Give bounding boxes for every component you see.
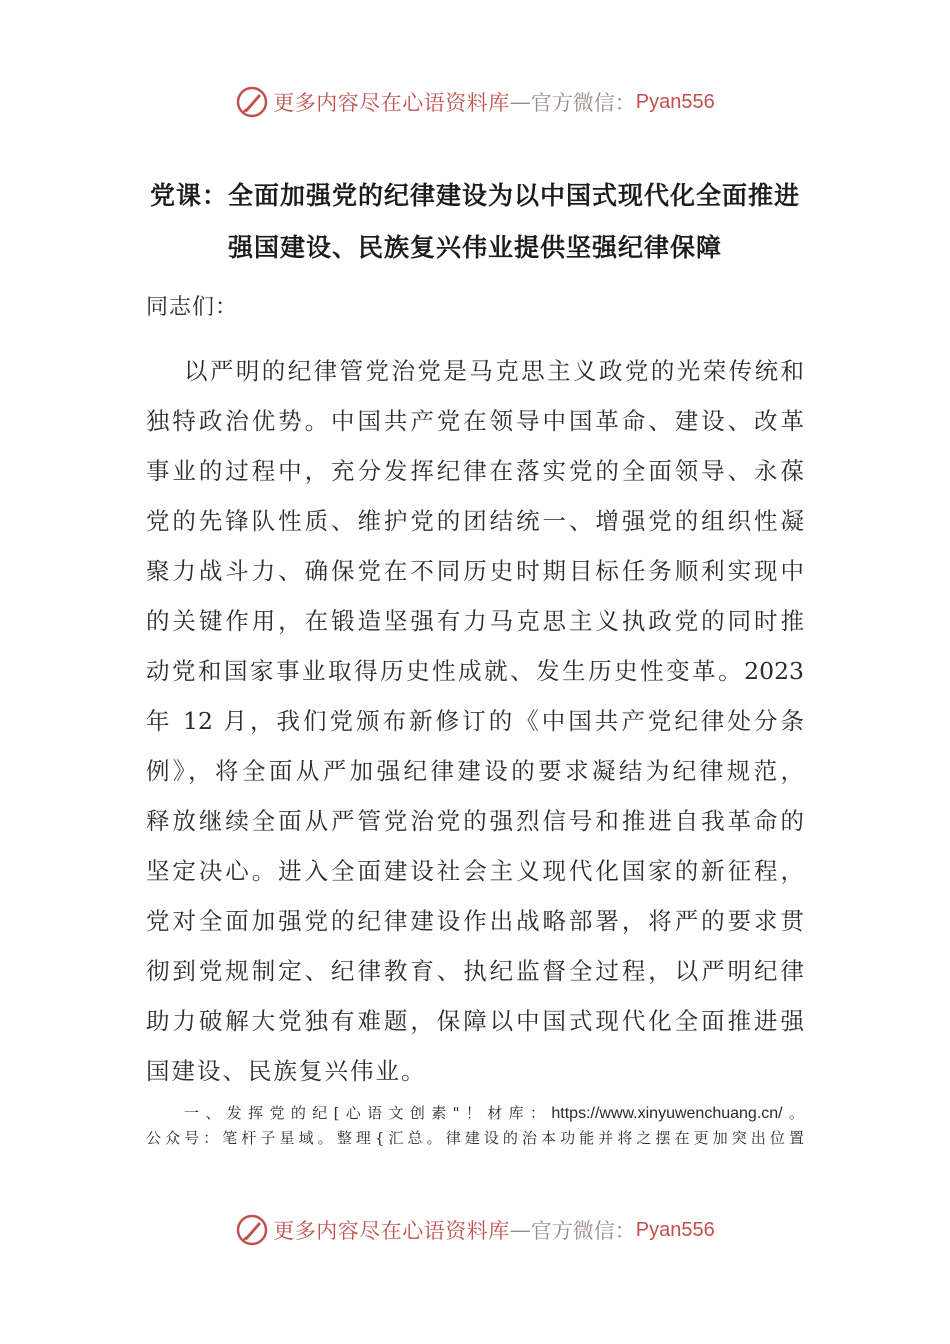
document-title-line-2: 强国建设、民族复兴伟业提供坚强纪律保障 bbox=[227, 233, 722, 262]
banner-wechat-label: 官方微信： bbox=[530, 1219, 636, 1243]
body-line: 释放继续全面从严管党治党的强烈信号和推进自我革命的 bbox=[146, 807, 804, 835]
body-line: 动党和国家事业取得历史性成就、发生历史性变革。2023 bbox=[146, 657, 804, 685]
footnote-line-1 bbox=[184, 1102, 804, 1123]
banner-dash: — bbox=[509, 90, 531, 114]
body-line: 党的先锋队性质、维护党的团结统一、增强党的组织性凝 bbox=[146, 507, 804, 535]
body-line: 独特政治优势。中国共产党在领导中国革命、建设、改革 bbox=[146, 407, 804, 435]
body-line: 党对全面加强党的纪律建设作出战略部署，将严的要求贯 bbox=[146, 907, 804, 935]
banner-dash: — bbox=[509, 1218, 531, 1242]
body-line: 的关键作用，在锻造坚强有力马克思主义执政党的同时推 bbox=[146, 607, 804, 635]
body-line: 以严明的纪律管党治党是马克思主义政党的光荣传统和 bbox=[184, 357, 804, 385]
footnote-url-link[interactable]: https://www.xinyuwenchuang.cn/ bbox=[551, 1105, 783, 1122]
footnote-line-2: 公众号：笔杆子星域。整理{汇总。律建设的治本功能并将之摆在更加突出位置 bbox=[146, 1129, 804, 1147]
body-line: 助力破解大党独有难题，保障以中国式现代化全面推进强 bbox=[146, 1007, 804, 1035]
banner-site-text: 更多内容尽在心语资料库 bbox=[273, 1219, 510, 1243]
footnote-prefix: 一、发挥党的纪[心语文创素"！材库： bbox=[184, 1104, 552, 1122]
body-line: 事业的过程中，充分发挥纪律在落实党的全面领导、永葆 bbox=[146, 457, 804, 485]
header-watermark-banner bbox=[0, 82, 950, 122]
body-line: 年 12 月，我们党颁布新修订的《中国共产党纪律处分条 bbox=[146, 707, 804, 735]
document-title-line-1: 党课：全面加强党的纪律建设为以中国式现代化全面推进 bbox=[149, 181, 800, 210]
body-line: 例》，将全面从严加强纪律建设的要求凝结为纪律规范， bbox=[146, 757, 804, 785]
body-line: 国建设、民族复兴伟业。 bbox=[146, 1057, 427, 1085]
quill-logo-icon bbox=[235, 85, 269, 119]
banner-site-text: 更多内容尽在心语资料库 bbox=[273, 91, 510, 115]
quill-logo-icon bbox=[235, 1213, 269, 1247]
footnote-suffix: 。 bbox=[782, 1104, 804, 1122]
salutation: 同志们： bbox=[146, 295, 239, 320]
body-line: 彻到党规制定、纪律教育、执纪监督全过程，以严明纪律 bbox=[146, 957, 804, 985]
footer-watermark-banner bbox=[0, 1210, 950, 1250]
banner-wechat-id: Pyan556 bbox=[635, 1218, 715, 1241]
body-line: 坚定决心。进入全面建设社会主义现代化国家的新征程， bbox=[146, 857, 804, 885]
body-line: 聚力战斗力、确保党在不同历史时期目标任务顺利实现中 bbox=[146, 557, 804, 585]
banner-wechat-id: Pyan556 bbox=[635, 90, 715, 113]
banner-wechat-label: 官方微信： bbox=[530, 91, 636, 115]
